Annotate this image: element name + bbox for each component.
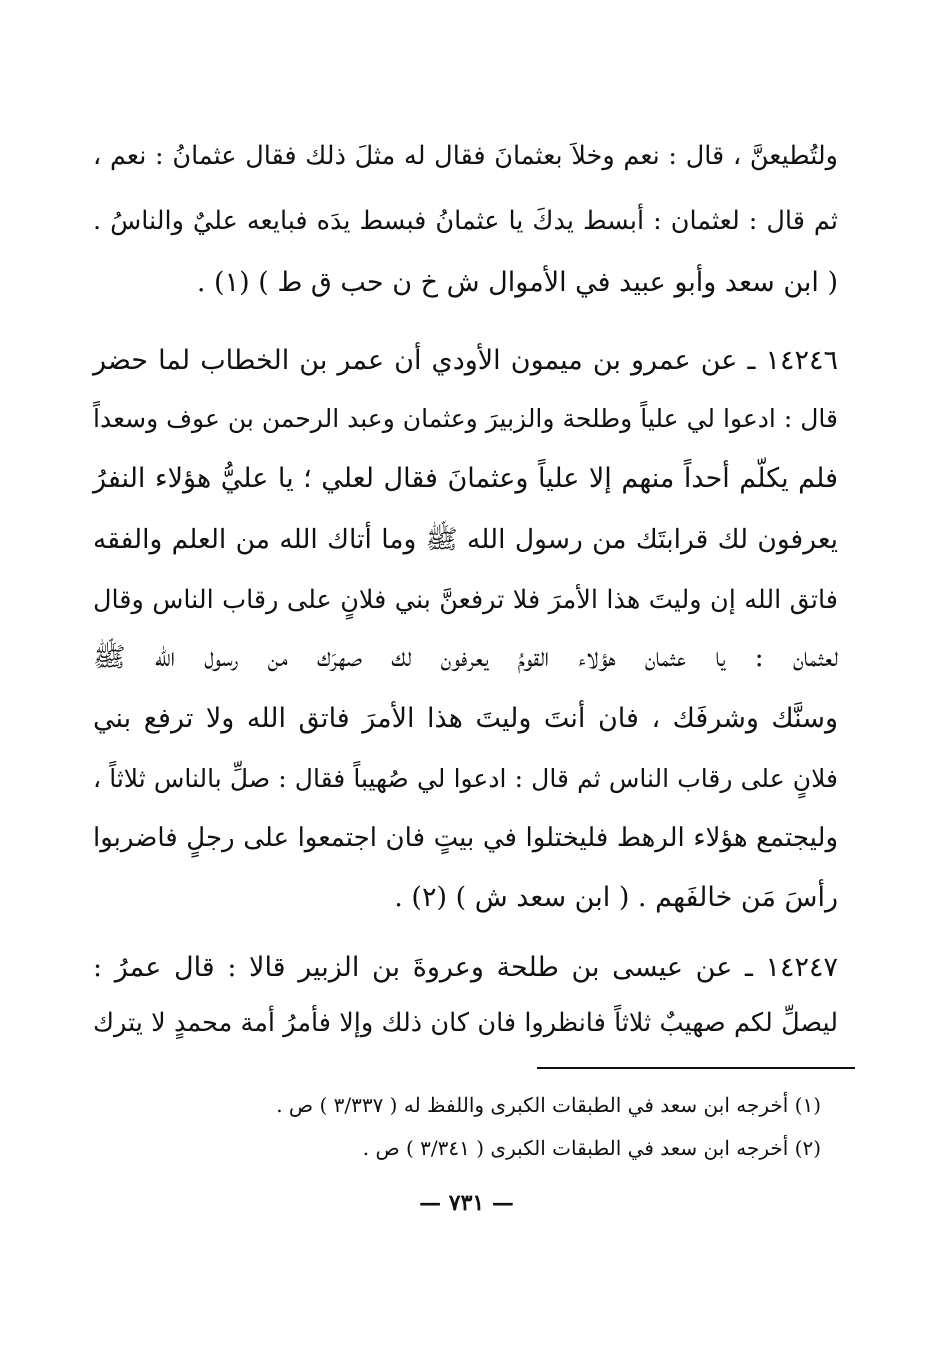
text-line: قال : ادعوا لي علياً وطلحة والزبيرَ وعثمان وعبد الرحمن بن عوف وسعداً xyxy=(93,404,838,433)
text-line: ليصلِّ لكم صهيبٌ ثلاثاً فانظروا فان كان ذلك وإلا فأمرُ أمة محمدٍ لا يترك xyxy=(93,1008,838,1038)
text-line: ١٤٢٤٧ ـ عن عيسى بن طلحة وعروةَ بن الزبير قالا : قال عمرُ : xyxy=(93,952,838,983)
text-line: فلم يكلّم أحداً منهم إلا علياً وعثمانَ فقال لعلي ؛ يا عليُّ هؤلاء النفرُ xyxy=(93,463,838,494)
text-line: وسنَّك وشرفَك ، فان أنتَ وليتَ هذا الأمرَ فاتق الله ولا ترفع بني xyxy=(93,703,838,734)
text-line: ولتُطيعنَّ ، قال : نعم وخلاَ بعثمانَ فقال له مثلَ ذلك فقال عثمانُ : نعم ، xyxy=(93,141,838,171)
text-line: فاتق الله إن وليتَ هذا الأمرَ فلا ترفعنَّ بني فلانٍ على رقاب الناس وقال xyxy=(93,585,838,615)
footnote: (٢) أخرجه ابن سعد في الطبقات الكبرى ( ٣/٣٤١ ) ص . xyxy=(362,1136,821,1160)
footnote: (١) أخرجه ابن سعد في الطبقات الكبرى واللفظ له ( ٣/٣٣٧ ) ص . xyxy=(276,1093,821,1117)
text-line: ثم قال : لعثمان : أبسط يدكَ يا عثمانُ فبسط يدَه فبايعه عليٌ والناسُ . xyxy=(93,206,838,236)
text-line: وليجتمع هؤلاء الرهط فليختلوا في بيتٍ فان اجتمعوا على رجلٍ فاضربوا xyxy=(93,823,838,853)
text-line: فلانٍ على رقاب الناس ثم قال : ادعوا لي صُهيباً فقال : صلِّ بالناس ثلاثاً ، xyxy=(93,764,838,793)
text-line: رأسَ مَن خالفَهم . ( ابن سعد ش ) (٢) . xyxy=(394,882,838,913)
text-line: ١٤٢٤٦ ـ عن عمرو بن ميمون الأودي أن عمر بن الخطاب لما حضر xyxy=(93,345,838,376)
footnote-separator xyxy=(537,1067,855,1069)
text-line: ( ابن سعد وأبو عبيد في الأموال ش خ ن حب ق ط ) (١) . xyxy=(196,267,838,298)
text-line: يعرفون لك قرابتَك من رسول الله ﷺ وما أتاك الله من العلم والفقه xyxy=(93,524,838,555)
page-number: — ٧٣١ — xyxy=(419,1190,514,1216)
text-line: لعثمان : يا عثمان هؤلاء القومُ يعرفون لك صهرَك من رسول الله ﷺ xyxy=(93,642,838,673)
